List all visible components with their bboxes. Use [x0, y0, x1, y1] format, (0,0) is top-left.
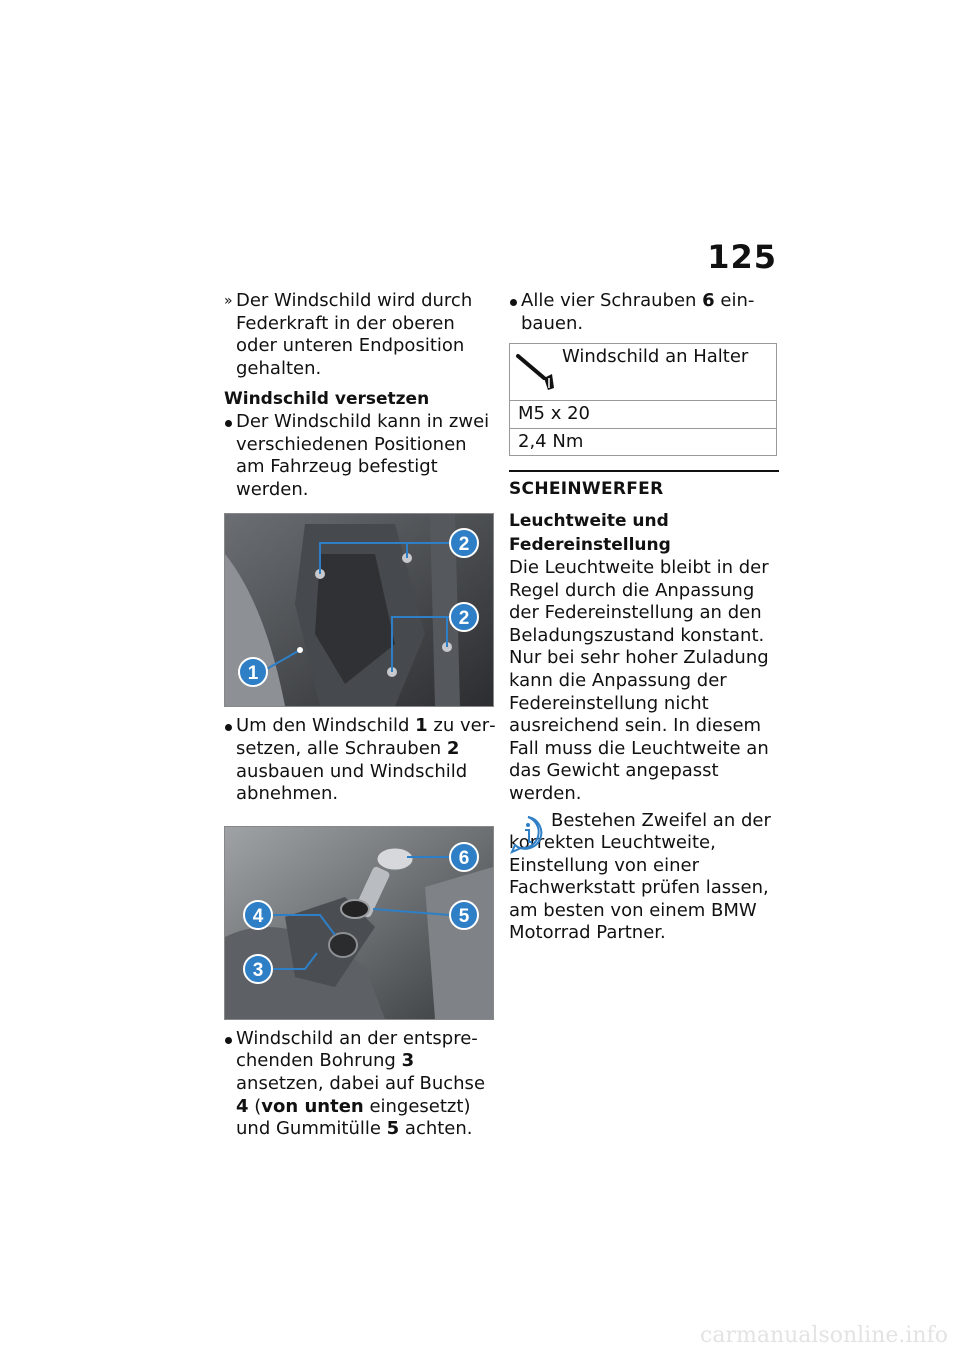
- note-text: Bestehen Zweifel an der korrekten Leuchtweite, Einstellung von einer Fachwerkstatt prüfen lassen, am besten von einem BMW Motorrad Partner.: [509, 809, 771, 944]
- subheading-leuchtweite: Leuchtweite und Federeinstellung: [509, 510, 671, 555]
- callout-label-2: 2: [458, 534, 470, 556]
- bullet-item: [224, 411, 496, 501]
- bullet-item: [509, 290, 781, 335]
- bullet-text: Der Windschild kann in zwei verschiedenen Positionen am Fahrzeug befestigt werden.: [236, 410, 490, 500]
- callout-badge-3: [244, 955, 272, 983]
- bullet-icon: [225, 1037, 232, 1044]
- info-icon: [509, 814, 547, 854]
- watermark: carmanualsonline.info: [700, 1323, 948, 1348]
- callout-badge-4: [244, 901, 272, 929]
- spec-row-torque: 2,4 Nm: [510, 428, 777, 456]
- callout-label-6: 6: [458, 847, 470, 869]
- bullet-text: Um den Windschild 1 zu versetzen, alle Schrauben 2 ausbauen und Windschild abnehmen.: [236, 715, 496, 805]
- bullet-text: Windschild an der entsprechenden Bohrung 3 ansetzen, dabei auf Buchse 4 (von unten eingesetzt) und Gummitülle 5 achten.: [236, 1027, 486, 1140]
- callout-label-4: 4: [252, 905, 264, 927]
- bullet-item: [224, 1028, 496, 1141]
- bullet-icon: [225, 724, 232, 731]
- figure-1-illustration: [225, 514, 493, 706]
- spec-row-screw: M5 x 20: [510, 401, 777, 429]
- callout-badge-2-top: [450, 529, 478, 557]
- intro-result: [224, 290, 496, 380]
- callout-badge-6: [450, 843, 478, 871]
- bullet-item: [224, 715, 496, 805]
- page-number: 125: [707, 238, 777, 276]
- callout-badge-2-bottom: [450, 603, 478, 631]
- paragraph-2: Nur bei sehr hoher Zuladung kann die Anpassung der Federeinstellung nicht ausreichend sein. In diesem Fall muss die Leuchtweite an das Gewicht angepasst werden.: [509, 647, 769, 804]
- torque-wrench-icon: [516, 348, 556, 392]
- section-rule: [509, 470, 779, 472]
- callout-badge-1: [239, 658, 267, 686]
- spec-header: Windschild an Halter: [562, 346, 749, 368]
- paragraph-1: Die Leuchtweite bleibt in der Regel durch die Anpassung der Federeinstellung an den Beladungszustand konstant.: [509, 556, 769, 646]
- callout-label-1: 1: [247, 663, 259, 685]
- result-marker: »: [224, 293, 233, 309]
- right-column: [509, 290, 781, 945]
- bullet-icon: [225, 420, 232, 427]
- heading-windschild-versetzen: Windschild versetzen: [224, 389, 430, 410]
- torque-spec-table: [509, 343, 777, 456]
- callout-label-5: 5: [458, 905, 470, 927]
- figure-2-illustration: [225, 827, 493, 1019]
- spec-header-cell: [510, 344, 777, 401]
- callout-label-2: 2: [458, 608, 470, 630]
- bullet-text: Alle vier Schrauben 6 einbauen.: [521, 290, 755, 334]
- intro-text: Der Windschild wird durch Federkraft in der oberen oder unteren Endposition gehalten.: [236, 290, 473, 379]
- section-title: SCHEINWERFER: [509, 479, 664, 500]
- callout-label-3: 3: [252, 959, 264, 981]
- bullet-icon: [510, 299, 517, 306]
- figure-windshield-mount: [224, 513, 494, 707]
- figure-screw-detail: [224, 826, 494, 1020]
- callout-badge-5: [450, 901, 478, 929]
- info-note: [509, 810, 781, 946]
- left-column: [224, 290, 496, 1141]
